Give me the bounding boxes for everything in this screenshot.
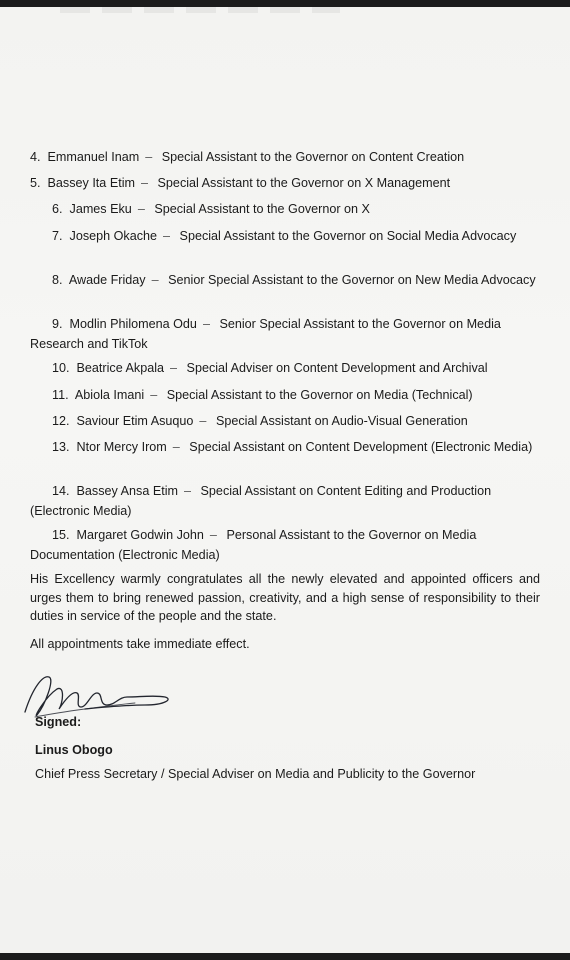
appointment-item: 7. Joseph Okache – Special Assistant to the Governor on Social Media Advocacy xyxy=(52,229,517,243)
document-page xyxy=(0,7,570,953)
appointment-item: 14. Bassey Ansa Etim – Special Assistant on Content Editing and Production (Electronic Media) xyxy=(30,484,492,518)
congratulations-paragraph: His Excellency warmly congratulates all the newly elevated and appointed officers and urges them to bring renewed passion, creativity, and a high sense of responsibility to their duties in service of the people and the state. xyxy=(30,572,540,623)
appointment-item: 15. Margaret Godwin John – Personal Assistant to the Governor on Media Documentation (Electronic Media) xyxy=(30,528,477,562)
appointment-item: 10. Beatrice Akpala – Special Adviser on Content Development and Archival xyxy=(52,361,488,375)
faded-text-top xyxy=(60,7,340,13)
appointment-item: 8. Awade Friday – Senior Special Assistant to the Governor on New Media Advocacy xyxy=(52,273,536,287)
appointment-item: 6. James Eku – Special Assistant to the Governor on X xyxy=(52,202,370,216)
appointment-item: 5. Bassey Ita Etim – Special Assistant to the Governor on X Management xyxy=(30,176,451,190)
appointment-item: 9. Modlin Philomena Odu – Senior Special Assistant to the Governor on Media Research and TikTok xyxy=(30,317,501,351)
appointment-item: 11. Abiola Imani – Special Assistant to the Governor on Media (Technical) xyxy=(52,388,473,402)
signed-label: Signed: xyxy=(35,715,82,729)
effect-note: All appointments take immediate effect. xyxy=(30,637,250,651)
signer-name: Linus Obogo xyxy=(35,743,113,757)
appointment-item: 13. Ntor Mercy Irom – Special Assistant on Content Development (Electronic Media) xyxy=(52,440,533,454)
signer-title: Chief Press Secretary / Special Adviser on Media and Publicity to the Governor xyxy=(35,767,476,781)
appointment-item: 12. Saviour Etim Asuquo – Special Assistant on Audio-Visual Generation xyxy=(52,414,468,428)
appointment-item: 4. Emmanuel Inam – Special Assistant to the Governor on Content Creation xyxy=(30,150,465,164)
